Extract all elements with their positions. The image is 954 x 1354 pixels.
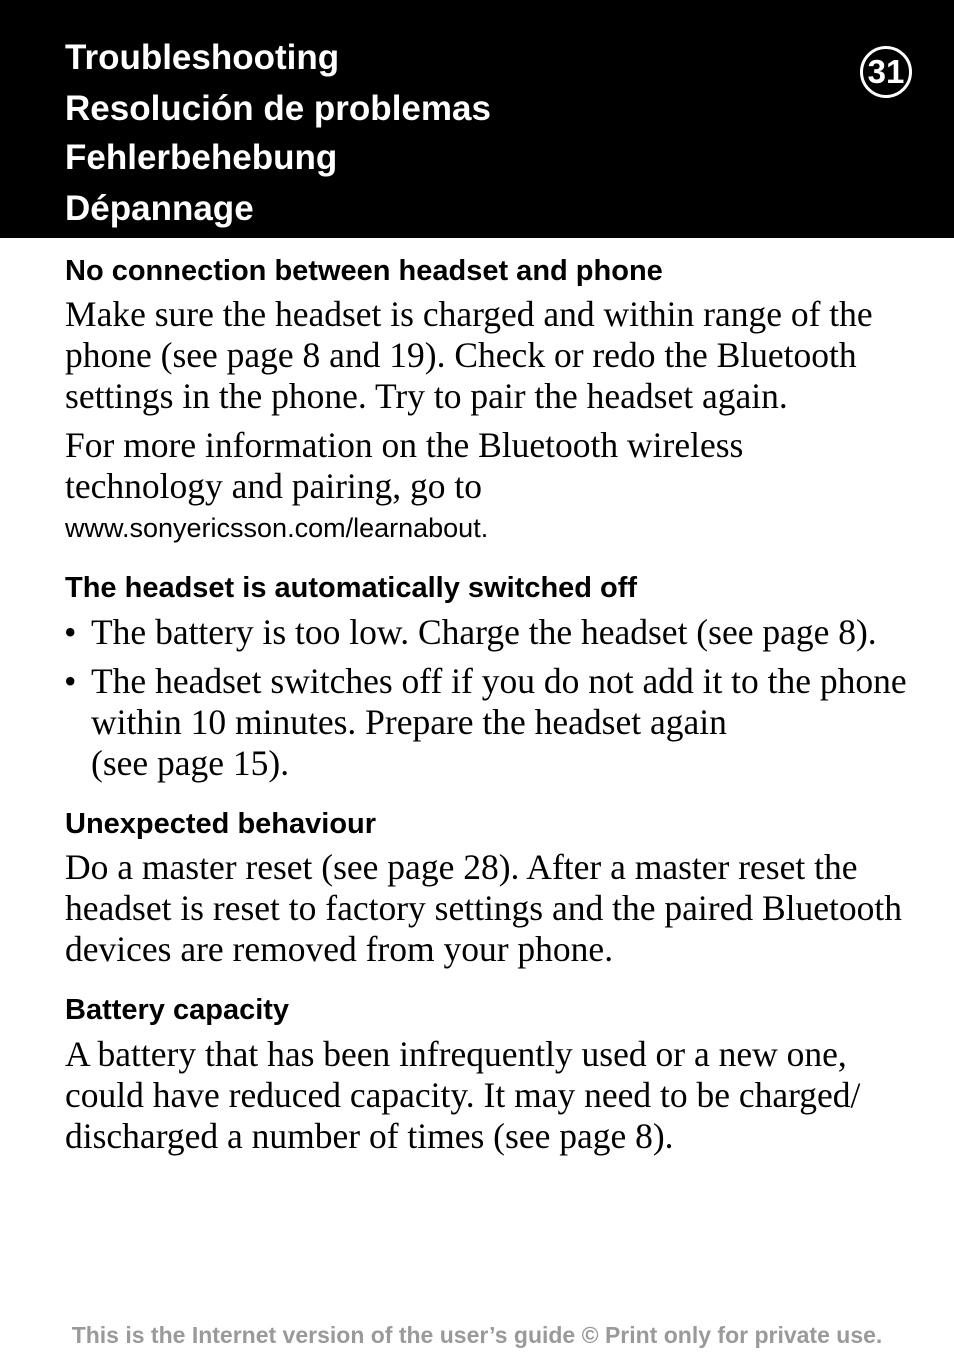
paragraph-line: discharged a number of times (see page 8).	[65, 1116, 674, 1156]
bullet-line: (see page 15).	[91, 743, 290, 783]
paragraph-line: Do a master reset (see page 28). After a master reset the	[65, 847, 858, 887]
bullet-line: The battery is too low. Charge the headset (see page 8).	[91, 612, 877, 652]
footer-notice: This is the Internet version of the user’s guide © Print only for private use.	[71, 1322, 883, 1348]
section-heading-switched-off: The headset is automatically switched off	[65, 572, 638, 604]
paragraph-line: For more information on the Bluetooth wireless	[65, 425, 744, 465]
bullet-point: •	[64, 661, 77, 701]
chapter-title-spanish: Resolución de problemas	[65, 89, 491, 128]
bullet-line: The headset switches off if you do not add it to the phone	[91, 661, 907, 701]
paragraph-line: settings in the phone. Try to pair the headset again.	[65, 376, 788, 416]
bullet-line: within 10 minutes. Prepare the headset again	[91, 702, 727, 742]
paragraph-line: could have reduced capacity. It may need to be charged/	[65, 1075, 861, 1115]
section-heading-unexpected-behaviour: Unexpected behaviour	[65, 808, 377, 840]
learnabout-link[interactable]: www.sonyericsson.com/learnabout.	[65, 513, 489, 543]
paragraph-line: headset is reset to factory settings and the paired Bluetooth	[65, 888, 902, 928]
chapter-title-french: Dépannage	[65, 189, 254, 228]
paragraph-line: technology and pairing, go to	[65, 466, 483, 506]
section-heading-battery-capacity: Battery capacity	[65, 994, 290, 1026]
chapter-title-english: Troubleshooting	[65, 38, 340, 77]
chapter-title-german: Fehlerbehebung	[65, 138, 338, 177]
bullet-point: •	[64, 612, 77, 652]
paragraph-line: Make sure the headset is charged and within range of the	[65, 294, 873, 334]
section-heading-no-connection: No connection between headset and phone	[65, 255, 663, 287]
paragraph-line: A battery that has been infrequently used or a new one,	[65, 1034, 847, 1074]
paragraph-line: devices are removed from your phone.	[65, 929, 614, 969]
chapter-header	[0, 0, 954, 238]
page-number-badge: 31	[860, 46, 912, 98]
paragraph-line: phone (see page 8 and 19). Check or redo the Bluetooth	[65, 335, 857, 375]
